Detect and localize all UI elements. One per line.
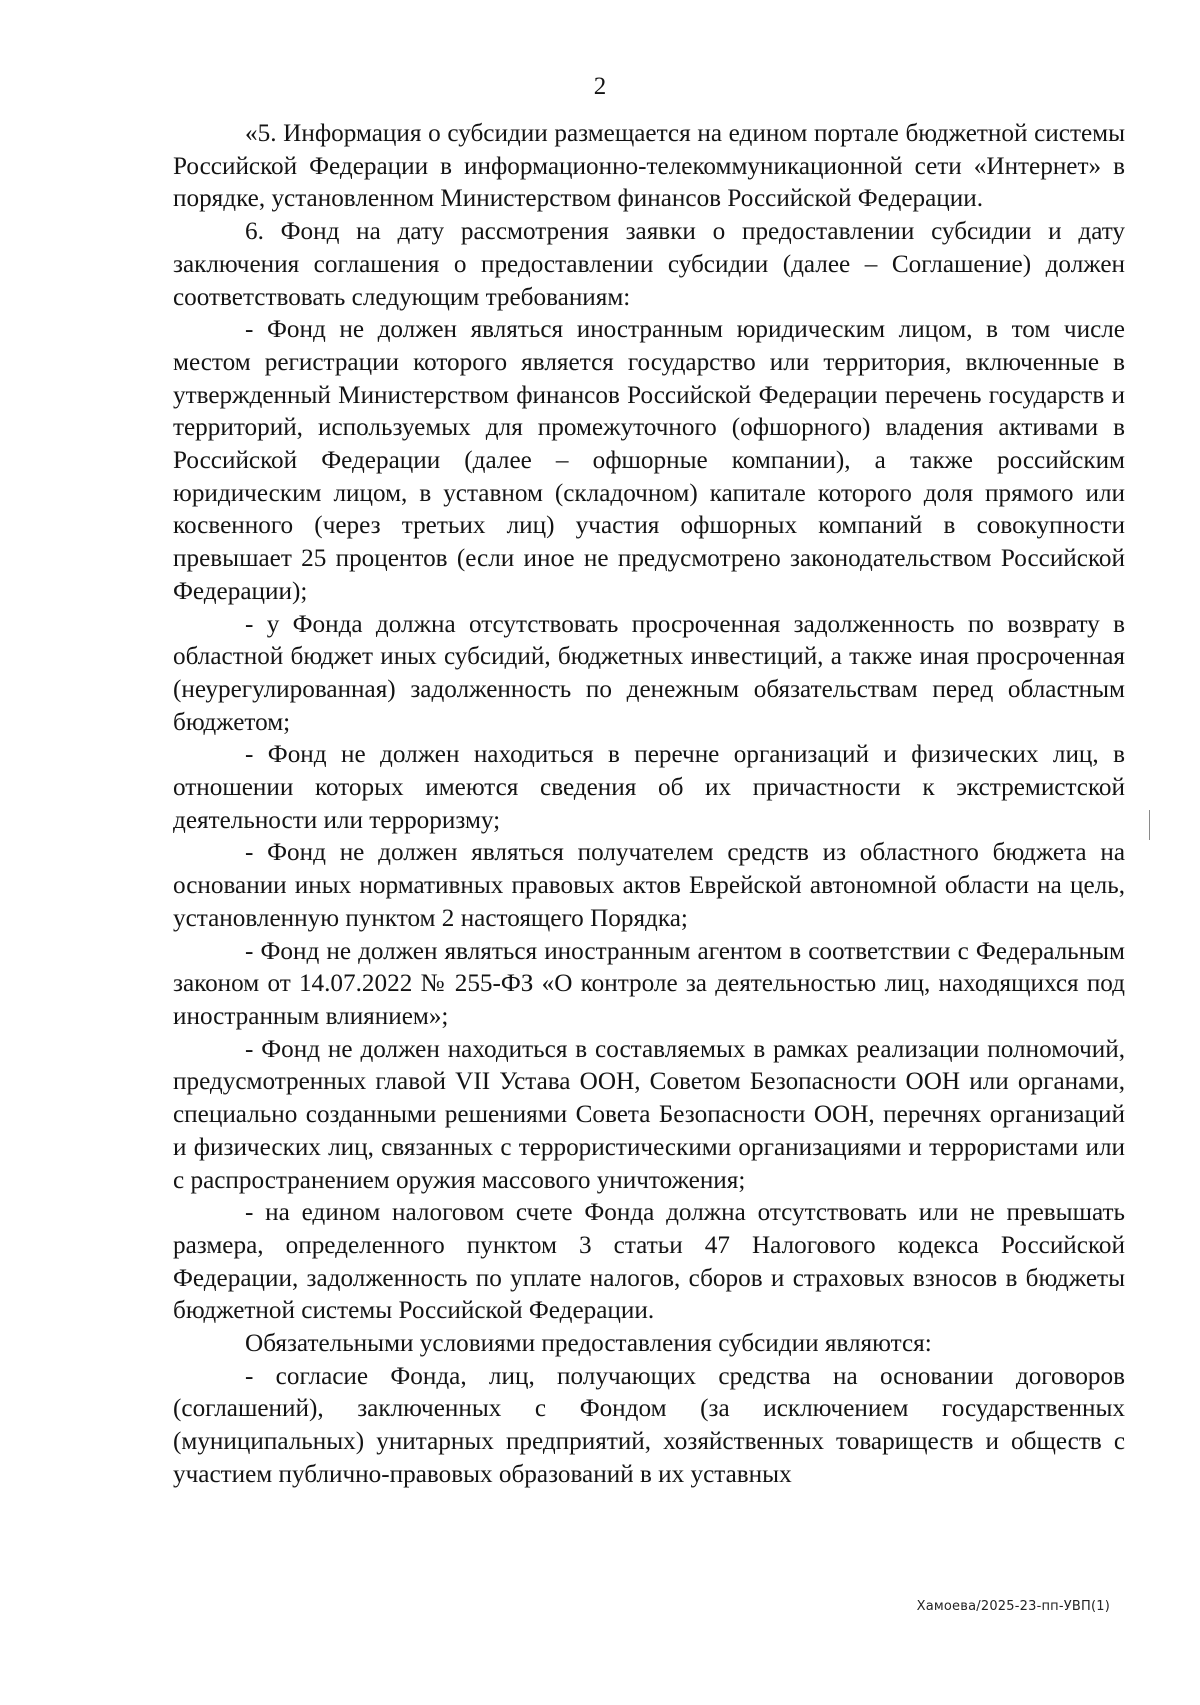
condition-fund-consent: - согласие Фонда, лиц, получающих средства на основании договоров (соглашений), заключенных с Фондом (за исключением государственных (муниципальных) унитарных предприятий, хозяйственных товариществ и обществ с участием публично-правовых образований в их уставных bbox=[173, 1362, 1125, 1488]
paragraph-item-5-info: «5. Информация о субсидии размещается на едином портале бюджетной системы Российской Федерации в информационно-телекоммуникационной сети «Интернет» в порядке, установленном Министерством финансов Российской Федерации. bbox=[173, 120, 1125, 213]
mandatory-conditions-heading: Обязательными условиями предоставления субсидии являются: bbox=[245, 1330, 932, 1358]
requirement-not-foreign-entity: - Фонд не должен являться иностранным юридическим лицом, в том числе местом регистрации которого является государство или территория, включенные в утвержденный Министерством финансов Российской Федерации перечень государств и территорий, используемых для промежуточного (офшорного) владения активами в Российской Федерации (далее – офшорные компании), а также российским юридическим лицом, в уставном (складочном) капитале которого доля прямого или косвенного (через третьих лиц) участия офшорных компаний в совокупности превышает 25 процентов (если иное не предусмотрено законодательством Российской Федерации); bbox=[173, 316, 1125, 605]
requirement-not-in-un-lists: - Фонд не должен находиться в составляемых в рамках реализации полномочий, предусмотренных главой VII Устава ООН, Советом Безопасности ООН или органами, специально созданными решениями Совета Безопасности ООН, перечнях организаций и физических лиц, связанных с террористическими организациями и террористами или с распространением оружия массового уничтожения; bbox=[173, 1035, 1125, 1194]
requirement-not-other-recipient: - Фонд не должен являться получателем средств из областного бюджета на основании иных нормативных правовых актов Еврейской автономной области на цель, установленную пунктом 2 настоящего Порядка; bbox=[173, 839, 1125, 932]
document-footer-code: Хамоева/2025-23-пп-УВП(1) bbox=[916, 1599, 1110, 1614]
document-body bbox=[173, 118, 1125, 1492]
requirement-no-overdue-debt: - у Фонда должна отсутствовать просроченная задолженность по возврату в областной бюджет иных субсидий, бюджетных инвестиций, а также иная просроченная (неурегулированная) задолженность по денежным обязательствам перед областным бюджетом; bbox=[173, 610, 1125, 736]
scan-margin-mark bbox=[1149, 810, 1150, 840]
paragraph-item-6-requirements: 6. Фонд на дату рассмотрения заявки о предоставлении субсидии и дату заключения соглашения о предоставлении субсидии (далее – Соглашение) должен соответствовать следующим требованиям: bbox=[173, 218, 1125, 311]
requirement-not-foreign-agent: - Фонд не должен являться иностранным агентом в соответствии с Федеральным законом от 14.07.2022 № 255-ФЗ «О контроле за деятельностью лиц, находящихся под иностранным влиянием»; bbox=[173, 937, 1125, 1030]
page-number: 2 bbox=[593, 73, 607, 100]
requirement-not-in-extremism-list: - Фонд не должен находиться в перечне организаций и физических лиц, в отношении которых имеются сведения об их причастности к экстремистской деятельности или терроризму; bbox=[173, 741, 1125, 834]
requirement-no-tax-debt: - на едином налоговом счете Фонда должна отсутствовать или не превышать размера, определенного пунктом 3 статьи 47 Налогового кодекса Российской Федерации, задолженность по уплате налогов, сборов и страховых взносов в бюджеты бюджетной системы Российской Федерации. bbox=[173, 1199, 1125, 1325]
